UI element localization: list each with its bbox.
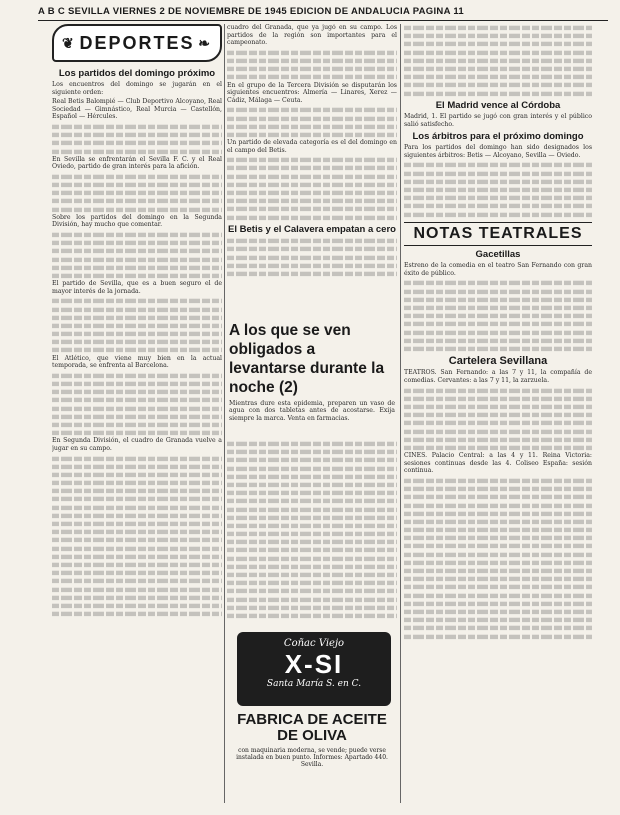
column-middle bbox=[227, 24, 397, 316]
text-line bbox=[227, 605, 397, 609]
text-line bbox=[404, 34, 592, 38]
text-line bbox=[227, 215, 397, 219]
text-line bbox=[404, 495, 592, 499]
text-line bbox=[404, 204, 592, 208]
text-line bbox=[52, 414, 222, 418]
text-line bbox=[404, 413, 592, 417]
text-line bbox=[227, 614, 397, 618]
text-line bbox=[52, 274, 222, 278]
text-line bbox=[227, 174, 397, 178]
text-line bbox=[227, 75, 397, 79]
text-line bbox=[227, 540, 397, 544]
paragraph: El partido de Sevilla, que es a buen seguro el de mayor interés de la jornada. bbox=[52, 280, 222, 295]
text-line bbox=[52, 175, 222, 179]
text-line bbox=[404, 405, 592, 409]
text-line bbox=[52, 199, 222, 203]
text-line bbox=[227, 581, 397, 585]
ad-fabrica-body: con maquinaria moderna, se vende; puede verse instalada en buen punto. Informes: Apartado 440. Sevilla. bbox=[236, 747, 388, 769]
text-line bbox=[52, 141, 222, 145]
text-line bbox=[52, 538, 222, 542]
text-line bbox=[404, 26, 592, 30]
text-line bbox=[227, 199, 397, 203]
text-line bbox=[52, 505, 222, 509]
text-line bbox=[227, 239, 397, 243]
text-line bbox=[52, 587, 222, 591]
text-line bbox=[52, 473, 222, 477]
text-line bbox=[404, 306, 592, 310]
text-line bbox=[227, 247, 397, 251]
text-line bbox=[52, 332, 222, 336]
ad-conac-line3: Santa María S. en C. bbox=[266, 679, 362, 689]
text-line bbox=[52, 125, 222, 129]
text-line bbox=[404, 593, 592, 597]
text-line bbox=[227, 589, 397, 593]
paragraph: En el grupo de la Tercera División se disputarán los siguientes encuentros: Almería — Linares, Xerez — Cádiz, Málaga — Ceuta. bbox=[227, 81, 397, 104]
text-line bbox=[404, 347, 592, 351]
ad-fabrica-title: FABRICA DE ACEITE DE OLIVA bbox=[237, 711, 387, 744]
text-line bbox=[404, 601, 592, 605]
text-line bbox=[404, 67, 592, 71]
text-line bbox=[227, 191, 397, 195]
text-line bbox=[52, 579, 222, 583]
text-line bbox=[227, 597, 397, 601]
ad-levantarse-body: Mientras dure esta epidemia, preparen un vaso de agua con dos tabletas antes de acostarse. Exija siempre la marca. Venta en farmacias. bbox=[229, 400, 395, 422]
text-line bbox=[52, 456, 222, 460]
text-line bbox=[227, 59, 397, 63]
headline-arbitros: Los árbitros para el próximo domingo bbox=[412, 131, 584, 143]
text-line bbox=[227, 67, 397, 71]
text-line bbox=[52, 522, 222, 526]
text-line bbox=[227, 255, 397, 259]
text-line bbox=[52, 374, 222, 378]
text-line bbox=[52, 489, 222, 493]
text-line bbox=[227, 450, 397, 454]
text-line bbox=[404, 569, 592, 573]
text-line bbox=[404, 188, 592, 192]
text-line bbox=[52, 514, 222, 518]
paragraph: cuadro del Granada, que ya jugó en su campo. Los partidos de la región son importantes para el campeonato. bbox=[227, 24, 397, 47]
text-line bbox=[404, 171, 592, 175]
paragraph: Real Betis Balompié — Club Deportivo Alcoyano, Real Sociedad — Gimnástico, Real Murcia — Castellón, Español — Hércules. bbox=[52, 98, 222, 121]
ornament-left-icon: ❦ bbox=[62, 34, 76, 51]
text-line bbox=[404, 83, 592, 87]
text-line bbox=[404, 446, 592, 450]
text-line bbox=[404, 552, 592, 556]
ad-conac bbox=[237, 632, 391, 706]
text-line bbox=[227, 483, 397, 487]
text-line bbox=[404, 281, 592, 285]
text-line bbox=[52, 249, 222, 253]
text-line bbox=[404, 322, 592, 326]
text-line bbox=[227, 499, 397, 503]
paragraph: TEATROS. San Fernando: a las 7 y 11, la compañía de comedias. Cervantes: a las 7 y 11, la zarzuela. bbox=[404, 369, 592, 385]
text-line bbox=[404, 618, 592, 622]
text-line bbox=[227, 556, 397, 560]
text-line bbox=[227, 133, 397, 137]
text-line bbox=[227, 573, 397, 577]
text-line bbox=[227, 565, 397, 569]
text-line bbox=[52, 563, 222, 567]
text-line bbox=[404, 297, 592, 301]
text-line bbox=[404, 585, 592, 589]
text-line bbox=[52, 431, 222, 435]
text-line bbox=[52, 554, 222, 558]
text-line bbox=[52, 382, 222, 386]
text-line bbox=[52, 133, 222, 137]
text-line bbox=[404, 330, 592, 334]
text-line bbox=[404, 314, 592, 318]
text-line bbox=[404, 75, 592, 79]
text-line bbox=[52, 497, 222, 501]
text-line bbox=[227, 548, 397, 552]
text-line bbox=[52, 265, 222, 269]
paragraph: En Segunda División, el cuadro de Granada vuelve a jugar en su campo. bbox=[52, 437, 222, 452]
paragraph: Sobre los partidos del domingo en la Segunda División, hay mucho que comentar. bbox=[52, 213, 222, 229]
text-line bbox=[404, 634, 592, 638]
text-line bbox=[404, 626, 592, 630]
cartelera-title: Cartelera Sevillana bbox=[448, 355, 548, 368]
text-line bbox=[404, 196, 592, 200]
text-line bbox=[52, 233, 222, 237]
text-line bbox=[52, 149, 222, 153]
text-line bbox=[404, 163, 592, 167]
text-line bbox=[52, 207, 222, 211]
text-line bbox=[404, 487, 592, 491]
text-line bbox=[227, 458, 397, 462]
paragraph: CINES. Palacio Central: a las 4 y 11. Reina Victoria: sesiones continuas desde las 4. Coliseo España: sesión continua. bbox=[404, 452, 592, 475]
text-line bbox=[404, 520, 592, 524]
page-header-text: A B C SEVILLA VIERNES 2 DE NOVIEMBRE DE 1945 EDICION DE ANDALUCIA PAGINA 11 bbox=[38, 6, 464, 17]
column-middle-lower bbox=[227, 440, 397, 626]
text-line bbox=[52, 481, 222, 485]
column-rule bbox=[224, 24, 225, 803]
text-line bbox=[404, 503, 592, 507]
column-right bbox=[404, 24, 592, 803]
text-line bbox=[227, 50, 397, 54]
text-line bbox=[404, 91, 592, 95]
text-line bbox=[52, 406, 222, 410]
ad-levantarse bbox=[227, 318, 397, 434]
text-line bbox=[404, 50, 592, 54]
text-line bbox=[227, 491, 397, 495]
text-line bbox=[227, 466, 397, 470]
deportes-banner bbox=[52, 24, 222, 62]
column-sports bbox=[52, 24, 222, 803]
text-line bbox=[52, 423, 222, 427]
text-line bbox=[404, 544, 592, 548]
text-line bbox=[227, 507, 397, 511]
text-line bbox=[227, 124, 397, 128]
text-line bbox=[404, 338, 592, 342]
page-header bbox=[38, 6, 608, 21]
gacetillas-heading: Gacetillas bbox=[475, 249, 521, 261]
text-line bbox=[404, 429, 592, 433]
text-line bbox=[52, 464, 222, 468]
text-line bbox=[227, 524, 397, 528]
text-line bbox=[52, 324, 222, 328]
text-line bbox=[404, 561, 592, 565]
column-rule bbox=[400, 24, 401, 803]
text-line bbox=[227, 515, 397, 519]
paragraph: El Atlético, que viene muy bien en la actual temporada, se enfrenta al Barcelona. bbox=[52, 354, 222, 370]
text-line bbox=[52, 530, 222, 534]
text-line bbox=[404, 479, 592, 483]
text-line bbox=[404, 528, 592, 532]
text-line bbox=[404, 180, 592, 184]
paragraph: Un partido de elevada categoría es el del domingo en el campo del Betis. bbox=[227, 139, 397, 154]
ad-conac-line1: Coñac Viejo bbox=[283, 638, 345, 649]
text-line bbox=[52, 612, 222, 616]
headline-betis: El Betis y el Calavera empatan a cero bbox=[228, 224, 396, 236]
text-line bbox=[227, 263, 397, 267]
headline-partidos: Los partidos del domingo próximo bbox=[58, 68, 216, 79]
text-line bbox=[404, 437, 592, 441]
text-line bbox=[52, 191, 222, 195]
text-line bbox=[404, 397, 592, 401]
text-line bbox=[52, 257, 222, 261]
ad-fabrica bbox=[227, 712, 397, 804]
deportes-banner-title: DEPORTES bbox=[79, 32, 195, 53]
text-line bbox=[404, 388, 592, 392]
ornament-right-icon: ❧ bbox=[198, 34, 212, 51]
text-line bbox=[227, 183, 397, 187]
text-line bbox=[52, 390, 222, 394]
text-line bbox=[52, 546, 222, 550]
ad-levantarse-title: A los que se ven obligados a levantarse durante la noche (2) bbox=[229, 322, 385, 396]
text-line bbox=[52, 183, 222, 187]
text-line bbox=[404, 421, 592, 425]
text-line bbox=[227, 108, 397, 112]
paragraph: Madrid, 1. El partido se jugó con gran interés y el público salió satisfecho. bbox=[404, 113, 592, 128]
text-line bbox=[404, 212, 592, 216]
text-line bbox=[404, 536, 592, 540]
notas-teatrales-title: NOTAS TEATRALES bbox=[404, 222, 592, 246]
text-line bbox=[227, 532, 397, 536]
text-line bbox=[52, 348, 222, 352]
paragraph: Para los partidos del domingo han sido designados los siguientes árbitros: Betis — Alcoyano, Sevilla — Oviedo. bbox=[404, 144, 592, 159]
text-line bbox=[404, 577, 592, 581]
paragraph: En Sevilla se enfrentarán el Sevilla F. C. y el Real Oviedo, partido de gran interés para la afición. bbox=[52, 155, 222, 171]
text-line bbox=[52, 315, 222, 319]
text-line bbox=[404, 610, 592, 614]
text-line bbox=[227, 158, 397, 162]
text-line bbox=[227, 474, 397, 478]
text-line bbox=[227, 116, 397, 120]
text-line bbox=[52, 307, 222, 311]
text-line bbox=[404, 289, 592, 293]
paragraph: Los encuentros del domingo se jugarán en el siguiente orden: bbox=[52, 81, 222, 96]
paragraph: Estreno de la comedia en el teatro San Fernando con gran éxito de público. bbox=[404, 262, 592, 277]
text-line bbox=[52, 299, 222, 303]
text-line bbox=[227, 272, 397, 276]
text-line bbox=[52, 398, 222, 402]
text-line bbox=[52, 241, 222, 245]
text-line bbox=[227, 166, 397, 170]
text-line bbox=[52, 340, 222, 344]
ad-conac-brand: X-SI bbox=[284, 649, 344, 679]
text-line bbox=[52, 604, 222, 608]
text-line bbox=[404, 42, 592, 46]
text-line bbox=[404, 511, 592, 515]
text-line bbox=[227, 442, 397, 446]
headline-madrid: El Madrid vence al Córdoba bbox=[435, 100, 561, 112]
text-line bbox=[227, 207, 397, 211]
text-line bbox=[52, 571, 222, 575]
text-line bbox=[404, 58, 592, 62]
text-line bbox=[52, 595, 222, 599]
